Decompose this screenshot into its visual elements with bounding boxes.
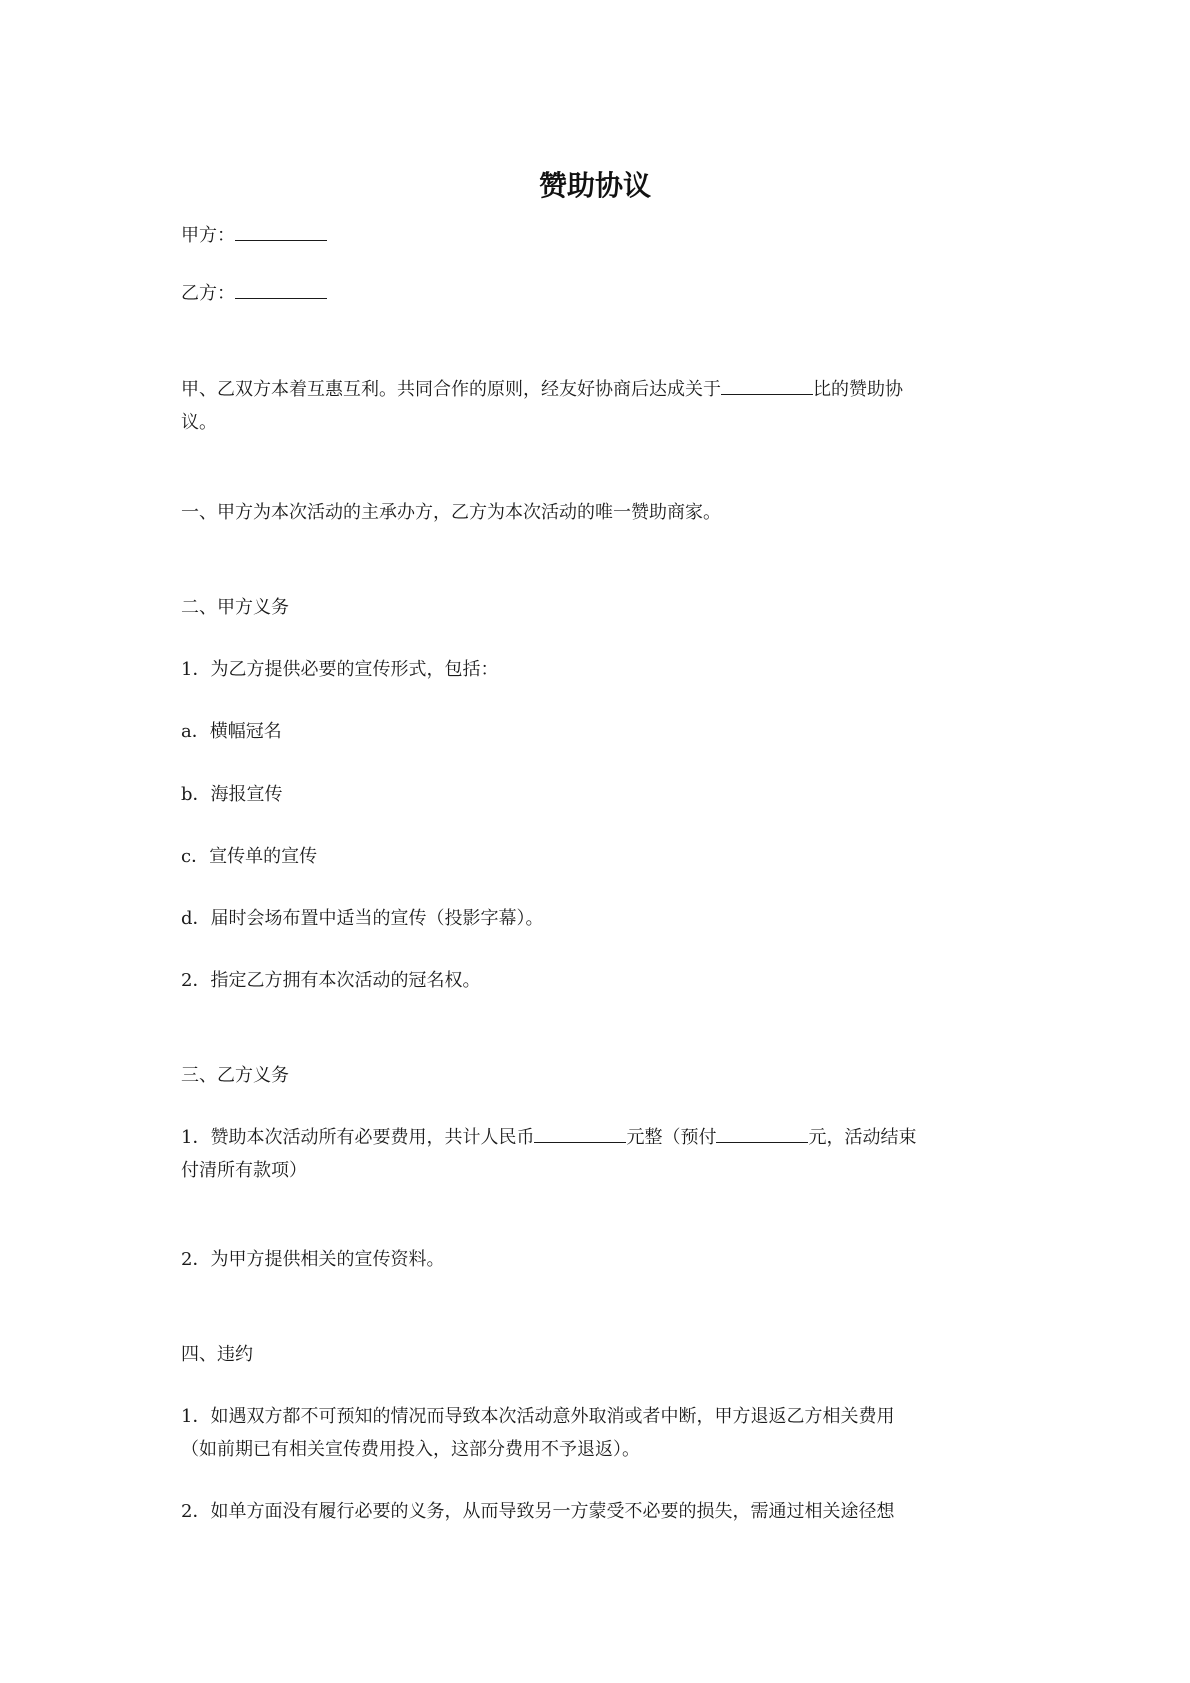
party-b-blank <box>235 280 327 299</box>
document-title: 赞助协议 <box>538 169 651 202</box>
s3-item-1-text-1: 1．赞助本次活动所有必要费用，共计人民币 <box>181 1127 535 1148</box>
s3-item-1-line-2: 付清所有款项） <box>181 1160 307 1181</box>
party-b-line <box>181 277 1011 310</box>
s4-item-1-line-1: 1．如遇双方都不可预知的情况而导致本次活动意外取消或者中断，甲方退返乙方相关费用 <box>181 1406 895 1427</box>
intro-text-1: 甲、乙双方本着互惠互利。共同合作的原则，经友好协商后达成关于 <box>181 379 721 400</box>
party-a-line <box>181 219 1011 252</box>
party-b-label: 乙方： <box>181 283 235 304</box>
party-a-label: 甲方： <box>181 225 235 246</box>
s4-item-2-line-1: 2．如单方面没有履行必要的义务，从而导致另一方蒙受不必要的损失，需通过相关途径想 <box>181 1501 895 1522</box>
s2-item-d: d．届时会场布置中适当的宣传（投影字幕）。 <box>181 908 544 929</box>
s2-item-b: b．海报宣传 <box>181 784 283 805</box>
s3-item-1-text-3: 元，活动结束 <box>808 1127 917 1148</box>
s2-item-a: a．横幅冠名 <box>181 721 282 742</box>
s3-item-2: 2．为甲方提供相关的宣传资料。 <box>181 1249 445 1270</box>
s3-item-1-line-1 <box>181 1121 1011 1154</box>
s3-prepay-blank <box>716 1124 808 1143</box>
party-a-blank <box>235 222 327 241</box>
section-3-heading: 三、乙方义务 <box>181 1065 289 1086</box>
s2-item-c: c．宣传单的宣传 <box>181 846 318 867</box>
section-1-text: 一、甲方为本次活动的主承办方，乙方为本次活动的唯一赞助商家。 <box>181 502 721 523</box>
s2-item-2: 2．指定乙方拥有本次活动的冠名权。 <box>181 970 481 991</box>
section-4-heading: 四、违约 <box>181 1344 253 1365</box>
section-2-heading: 二、甲方义务 <box>181 597 289 618</box>
intro-line-2: 议。 <box>181 412 217 433</box>
s3-amount-blank <box>534 1124 626 1143</box>
intro-text-2: 比的赞助协 <box>813 379 903 400</box>
s2-item-1: 1．为乙方提供必要的宣传形式，包括： <box>181 659 499 680</box>
s4-item-1-line-2: （如前期已有相关宣传费用投入，这部分费用不予退返）。 <box>181 1439 640 1460</box>
s3-item-1-text-2: 元整（预付 <box>626 1127 717 1148</box>
intro-line-1 <box>181 373 1011 406</box>
intro-blank <box>721 376 813 395</box>
